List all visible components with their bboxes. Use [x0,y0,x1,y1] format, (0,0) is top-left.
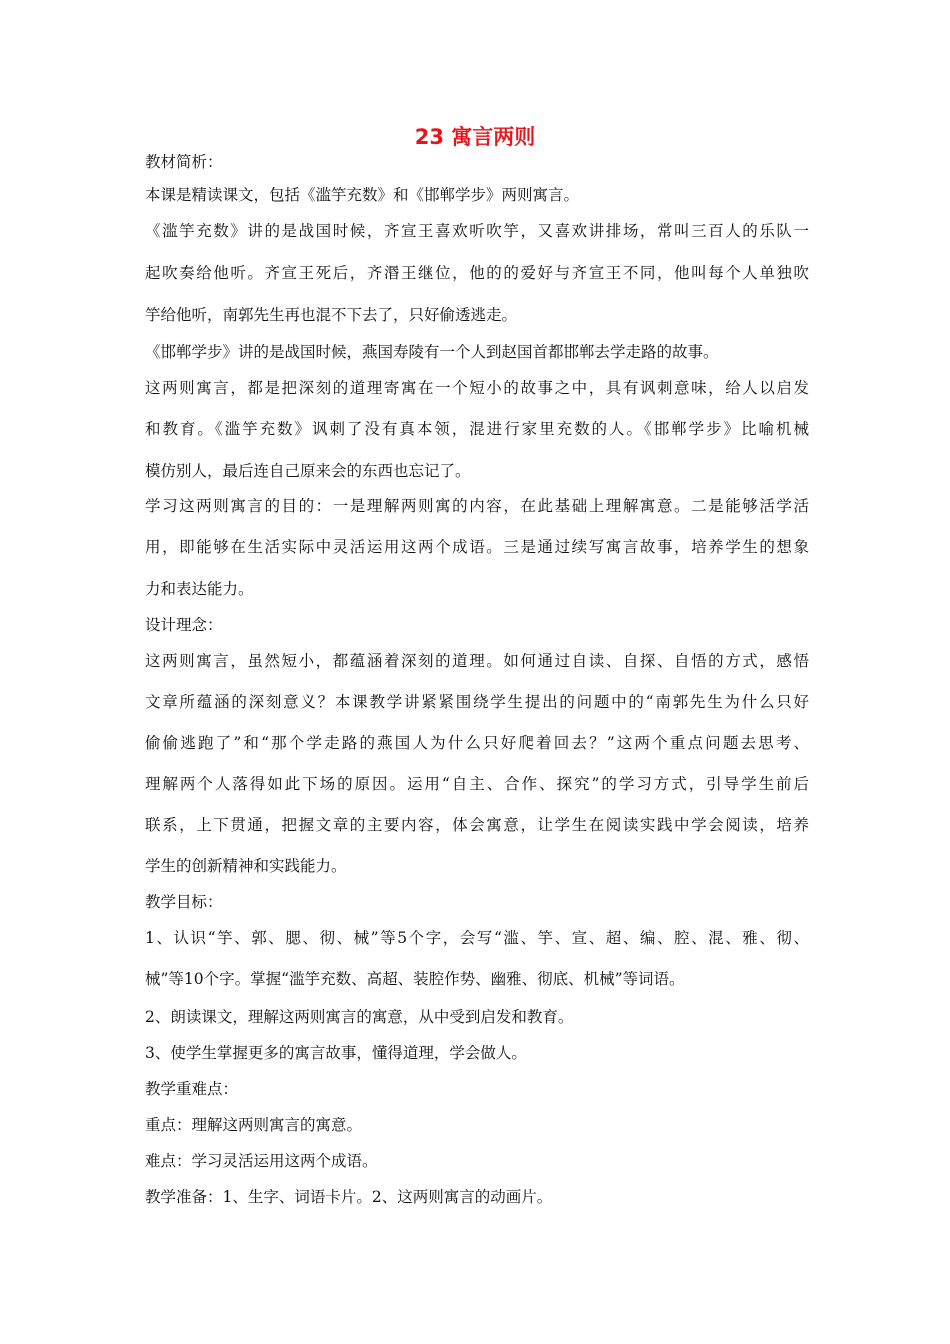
paragraph-line: 用，即能够在生活实际中灵活运用这两个成语。三是通过续写寓言故事，培养学生的想象 [145,538,809,556]
paragraph-line: 联系，上下贯通，把握文章的主要内容，体会寓意，让学生在阅读实践中学会阅读，培养 [145,816,809,834]
section-heading-design-concept: 设计理念： [145,616,223,634]
paragraph-line: 竽给他听，南郭先生再也混不下去了，只好偷透逃走。 [145,306,518,324]
paragraph-line: 力和表达能力。 [145,580,254,598]
paragraph-line: 本课是精读课文，包括《滥竽充数》和《邯郸学步》两则寓言。 [145,186,580,204]
paragraph-line: 和教育。《滥竽充数》讽刺了没有真本领，混进行家里充数的人。《邯郸学步》比喻机械 [145,420,809,438]
paragraph-line: 这两则寓言，都是把深刻的道理寄寓在一个短小的故事之中，具有讽刺意味，给人以启发 [145,379,809,397]
paragraph-line: 起吹奏给他听。齐宣王死后，齐湣王继位，他的的爱好与齐宣王不同，他叫每个人单独吹 [145,264,809,282]
paragraph-line: 这两则寓言，虽然短小，都蕴涵着深刻的道理。如何通过自读、自探、自悟的方式，感悟 [145,652,809,670]
paragraph-line: 文章所蕴涵的深刻意义？本课教学讲紧紧围绕学生提出的问题中的“南郭先生为什么只好 [145,693,809,711]
section-heading-textbook-analysis: 教材简析： [145,153,223,171]
goal-item-1: 1、认识“竽、郭、腮、彻、械”等5个字，会写“滥、竽、宣、超、编、腔、混、雅、彻、 [145,929,809,947]
difficult-point: 难点：学习灵活运用这两个成语。 [145,1152,378,1170]
teaching-preparation: 教学准备：1、生字、词语卡片。2、这两则寓言的动画片。 [145,1188,553,1206]
paragraph-line: 学习这两则寓言的目的：一是理解两则寓的内容，在此基础上理解寓意。二是能够活学活 [145,497,809,515]
paragraph-line: 理解两个人落得如此下场的原因。运用“自主、合作、探究”的学习方式，引导学生前后 [145,775,809,793]
key-point: 重点：理解这两则寓言的寓意。 [145,1116,363,1134]
goal-item-2: 2、朗读课文，理解这两则寓言的寓意，从中受到启发和教育。 [145,1008,574,1026]
document-title: 23 寓言两则 [414,125,536,149]
section-heading-teaching-goals: 教学目标： [145,893,223,911]
paragraph-line: 《邯郸学步》讲的是战国时候，燕国寿陵有一个人到赵国首都邯郸去学走路的故事。 [145,343,719,361]
paragraph-line: 模仿别人，最后连自己原来会的东西也忘记了。 [145,462,471,480]
goal-item-1-continued: 械”等10个字。掌握“滥竽充数、高超、装腔作势、幽雅、彻底、机械”等词语。 [145,970,685,988]
paragraph-line: 《滥竽充数》讲的是战国时候，齐宣王喜欢听吹竽，又喜欢讲排场，常叫三百人的乐队一 [145,222,809,240]
section-heading-key-difficulties: 教学重难点： [145,1080,239,1098]
paragraph-line: 偷偷逃跑了”和“那个学走路的燕国人为什么只好爬着回去？”这两个重点问题去思考、 [145,734,809,752]
paragraph-line: 学生的创新精神和实践能力。 [145,857,347,875]
goal-item-3: 3、使学生掌握更多的寓言故事，懂得道理，学会做人。 [145,1044,527,1062]
